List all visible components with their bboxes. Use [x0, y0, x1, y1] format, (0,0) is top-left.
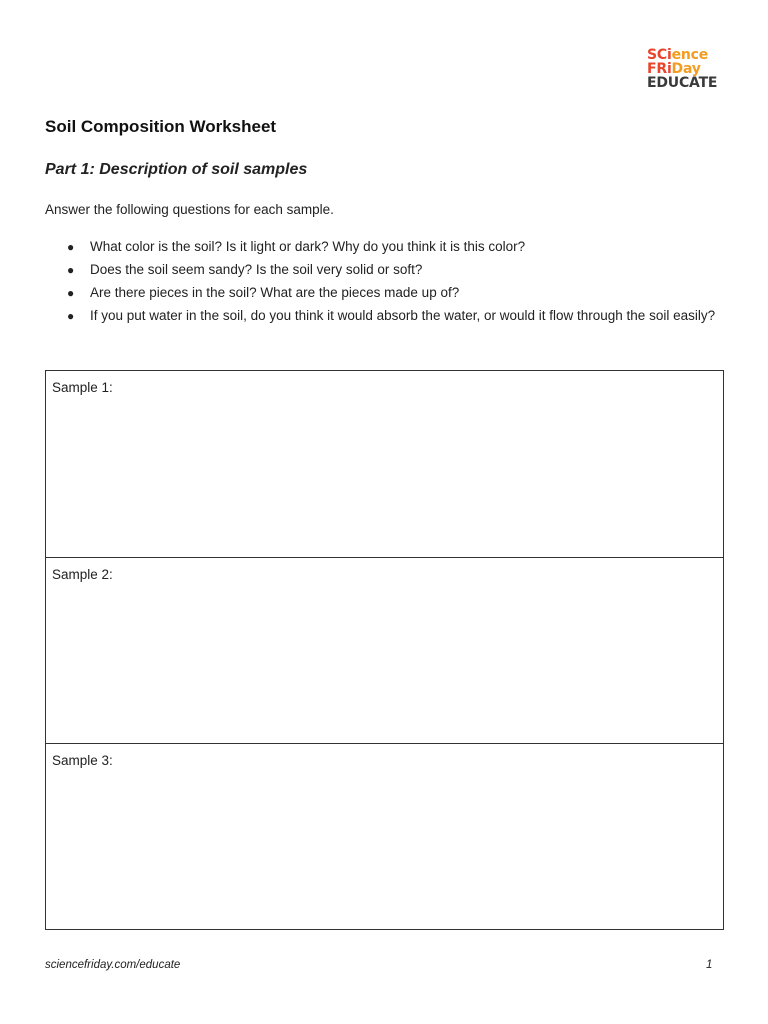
bullet-icon: ● — [67, 263, 75, 277]
footer-page-number: 1 — [706, 959, 713, 971]
question-item — [45, 282, 725, 304]
sample-1-answer-box[interactable] — [46, 371, 723, 557]
sample-1-label: Sample 1: — [52, 380, 113, 395]
sample-answer-table — [45, 370, 724, 930]
question-list — [45, 236, 725, 328]
bullet-icon: ● — [67, 309, 75, 323]
question-text: What color is the soil? Is it light or dark? Why do you think it is this color? — [90, 239, 526, 254]
question-text: Does the soil seem sandy? Is the soil very solid or soft? — [90, 262, 423, 277]
logo-line-friday — [647, 62, 727, 76]
sample-2-answer-box[interactable] — [46, 557, 723, 743]
logo-science-part-b: ence — [671, 47, 709, 63]
question-text: If you put water in the soil, do you think it would absorb the water, or would it flow through the soil easily? — [90, 308, 716, 323]
logo-friday-part-a: FRi — [647, 61, 672, 77]
science-friday-educate-logo — [647, 48, 727, 90]
logo-science-part-a: SCi — [647, 47, 672, 63]
logo-line-educate: EDUCATE — [647, 75, 718, 91]
sample-2-label: Sample 2: — [52, 567, 113, 582]
footer-url: sciencefriday.com/educate — [45, 959, 181, 971]
logo-line-science — [647, 48, 727, 62]
question-item — [45, 259, 725, 281]
intro-text: Answer the following questions for each sample. — [45, 202, 334, 217]
logo-friday-part-b: Day — [671, 61, 701, 77]
bullet-icon: ● — [67, 240, 75, 254]
bullet-icon: ● — [67, 286, 75, 300]
part-heading: Part 1: Description of soil samples — [45, 161, 308, 178]
sample-3-label: Sample 3: — [52, 753, 113, 768]
sample-3-answer-box[interactable] — [46, 743, 723, 929]
question-item — [45, 236, 725, 258]
question-text: Are there pieces in the soil? What are the pieces made up of? — [90, 285, 460, 300]
page-title: Soil Composition Worksheet — [45, 117, 277, 136]
question-item — [45, 305, 725, 327]
